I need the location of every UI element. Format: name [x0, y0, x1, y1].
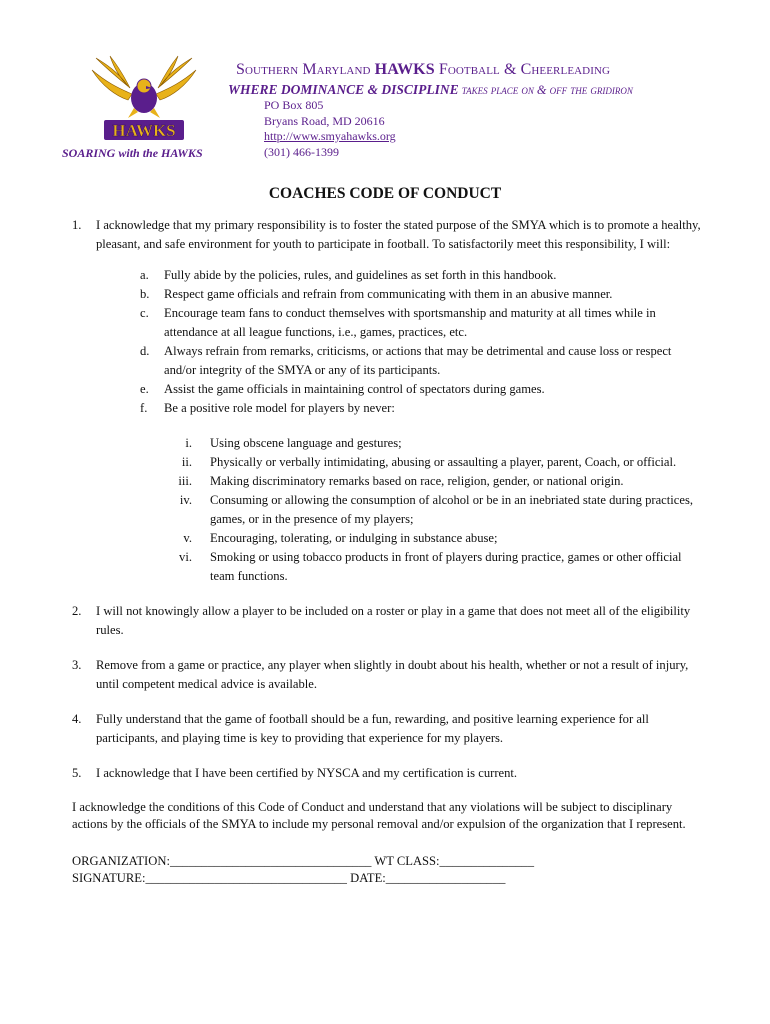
acknowledgement-text: I acknowledge the conditions of this Code of Conduct and understand that any violations will be subject to disciplinary actions by the officials of the SMYA to include my personal removal and/or expulsion of the organization that I represent.	[72, 800, 686, 831]
roman-marker: iv.	[179, 493, 192, 507]
sub-text: Be a positive role model for players by never:	[164, 401, 395, 415]
roman-marker: ii.	[181, 455, 192, 469]
roman-text: Consuming or allowing the consumption of alcohol or be in an inebriated state during practices, games, or in the presence of my players;	[210, 493, 693, 526]
sub-text: Assist the game officials in maintaining control of spectators during games.	[164, 382, 545, 396]
org-title	[236, 61, 610, 79]
conduct-item	[72, 710, 702, 748]
sub-item	[140, 285, 702, 304]
org-title-suffix: Football & Cheerleading	[434, 61, 611, 78]
address-line: PO Box 805	[264, 98, 324, 112]
roman-text: Smoking or using tobacco products in front of players during practice, games or other official team functions.	[210, 550, 682, 583]
sub-marker: f.	[140, 401, 148, 415]
sub-text: Encourage team fans to conduct themselves with sportsmanship and maturity at all times while in attendance at all league functions, i.e., games, practices, etc.	[164, 306, 656, 339]
document-body	[72, 216, 702, 887]
address-block	[264, 98, 396, 160]
roman-marker: i.	[185, 436, 192, 450]
sub-marker: a.	[140, 268, 149, 282]
website-link[interactable]: http://www.smyahawks.org	[264, 129, 396, 143]
motto-bold: WHERE DOMINANCE & DISCIPLINE	[228, 82, 459, 97]
sub-marker: b.	[140, 287, 150, 301]
logo-tagline: SOARING with the HAWKS	[62, 146, 203, 160]
roman-text: Using obscene language and gestures;	[210, 436, 402, 450]
roman-marker: v.	[183, 531, 192, 545]
conduct-item	[72, 764, 702, 783]
hawk-icon	[92, 56, 196, 118]
sub-text: Fully abide by the policies, rules, and guidelines as set forth in this handbook.	[164, 268, 557, 282]
item-number: 2.	[72, 604, 82, 618]
signature-field[interactable]: SIGNATURE:________________________________ DATE:___________________	[72, 871, 506, 885]
signature-block	[72, 853, 702, 887]
item-number: 1.	[72, 218, 82, 232]
conduct-list	[72, 216, 702, 783]
item-number: 4.	[72, 712, 82, 726]
roman-item	[164, 472, 702, 491]
item-number: 5.	[72, 766, 82, 780]
sub-marker: e.	[140, 382, 149, 396]
logo-text: HAWKS	[112, 121, 176, 140]
sub-item	[140, 399, 702, 586]
roman-item	[164, 529, 702, 548]
page-title: COACHES CODE OF CONDUCT	[268, 185, 502, 202]
sub-marker: c.	[140, 306, 149, 320]
roman-text: Making discriminatory remarks based on race, religion, gender, or national origin.	[210, 474, 624, 488]
roman-text: Encouraging, tolerating, or indulging in substance abuse;	[210, 531, 498, 545]
sub-marker: d.	[140, 344, 150, 358]
address-line: Bryans Road, MD 20616	[264, 113, 385, 128]
roman-text: Physically or verbally intimidating, abusing or assaulting a player, parent, Coach, or official.	[210, 455, 677, 469]
item-text: Remove from a game or practice, any player when slightly in doubt about his health, whether or not a result of injury, until competent medical advice is available.	[96, 658, 689, 691]
sub-item	[140, 304, 702, 342]
motto	[228, 82, 633, 98]
roman-item	[164, 548, 702, 586]
item-text: I will not knowingly allow a player to be included on a roster or play in a game that does not meet all of the eligibility rules.	[96, 604, 691, 637]
organization-field[interactable]: ORGANIZATION:________________________________ WT CLASS:_______________	[72, 854, 535, 868]
motto-rest: takes place on & off the gridiron	[458, 83, 633, 97]
sub-item	[140, 342, 702, 380]
sub-text: Respect game officials and refrain from communicating with them in an abusive manner.	[164, 287, 613, 301]
sub-item	[140, 380, 702, 399]
org-title-prefix: Southern Maryland	[236, 61, 375, 78]
item-number: 3.	[72, 658, 82, 672]
conduct-item	[72, 656, 702, 694]
sub-text: Always refrain from remarks, criticisms, or actions that may be detrimental and cause loss or respect and/or integrity of the SMYA or any of its participants.	[164, 344, 672, 377]
item-text: I acknowledge that I have been certified by NYSCA and my certification is current.	[96, 766, 518, 780]
roman-marker: vi.	[179, 550, 192, 564]
roman-item	[164, 491, 702, 529]
org-title-bold: HAWKS	[374, 61, 435, 78]
roman-list	[164, 434, 702, 586]
roman-marker: iii.	[178, 474, 192, 488]
sub-item	[140, 266, 702, 285]
roman-item	[164, 453, 702, 472]
sub-list	[96, 266, 702, 586]
conduct-item	[72, 602, 702, 640]
item-text: I acknowledge that my primary responsibility is to foster the stated purpose of the SMYA which is to promote a healthy, pleasant, and safe environment for youth to participate in football. To satisfactorily meet this responsibility, I will:	[96, 218, 701, 251]
hawks-logo	[88, 52, 200, 144]
roman-item	[164, 434, 702, 453]
conduct-item	[72, 216, 702, 586]
phone-number: (301) 466-1399	[264, 144, 339, 159]
item-text: Fully understand that the game of football should be a fun, rewarding, and positive learning experience for all participants, and playing time is key to providing that experience for my players.	[96, 712, 649, 745]
